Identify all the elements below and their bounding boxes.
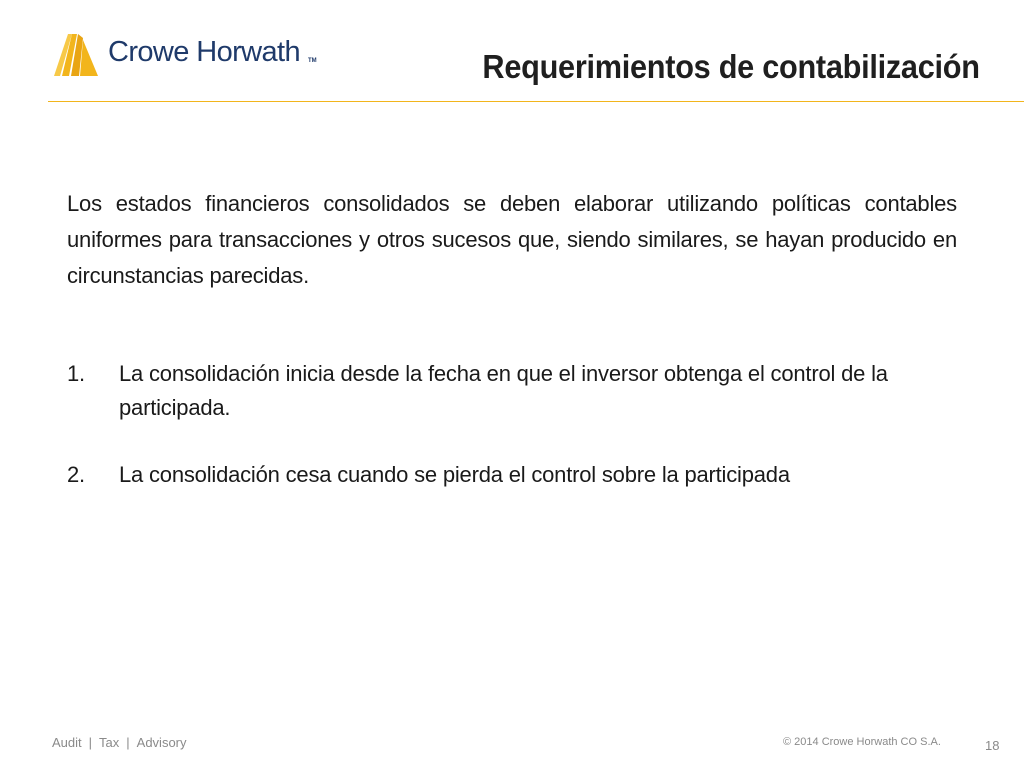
footer-separator: | [88, 735, 93, 750]
footer-tax: Tax [99, 735, 120, 750]
logo-mark-icon [50, 32, 106, 80]
list-item-number: 2. [67, 462, 85, 487]
list-item-text: La consolidación inicia desde la fecha en que el inversor obtenga el control de la participada. [119, 361, 888, 420]
footer-copyright: © 2014 Crowe Horwath CO S.A. [783, 736, 941, 748]
logo-wordmark: Crowe Horwath [108, 36, 301, 68]
page-number: 18 [985, 738, 1000, 753]
list-item [67, 458, 957, 492]
footer-services [52, 735, 187, 750]
crowe-horwath-logo [50, 32, 320, 80]
slide-title: Requerimientos de contabilización [482, 48, 980, 85]
header-divider [48, 101, 1024, 102]
list-item-text: La consolidación cesa cuando se pierda el control sobre la participada [119, 462, 790, 487]
requirements-list [67, 357, 957, 525]
logo-trademark: TM [308, 58, 317, 64]
footer-advisory: Advisory [136, 735, 187, 750]
list-item [67, 357, 957, 425]
footer-separator: | [126, 735, 130, 750]
list-item-number: 1. [67, 361, 85, 386]
footer-audit: Audit [52, 735, 82, 750]
intro-paragraph: Los estados financieros consolidados se deben elaborar utilizando políticas contables uniformes para transacciones y otros sucesos que, siendo similares, se hayan producido en circunstancias parecidas. [67, 191, 957, 288]
